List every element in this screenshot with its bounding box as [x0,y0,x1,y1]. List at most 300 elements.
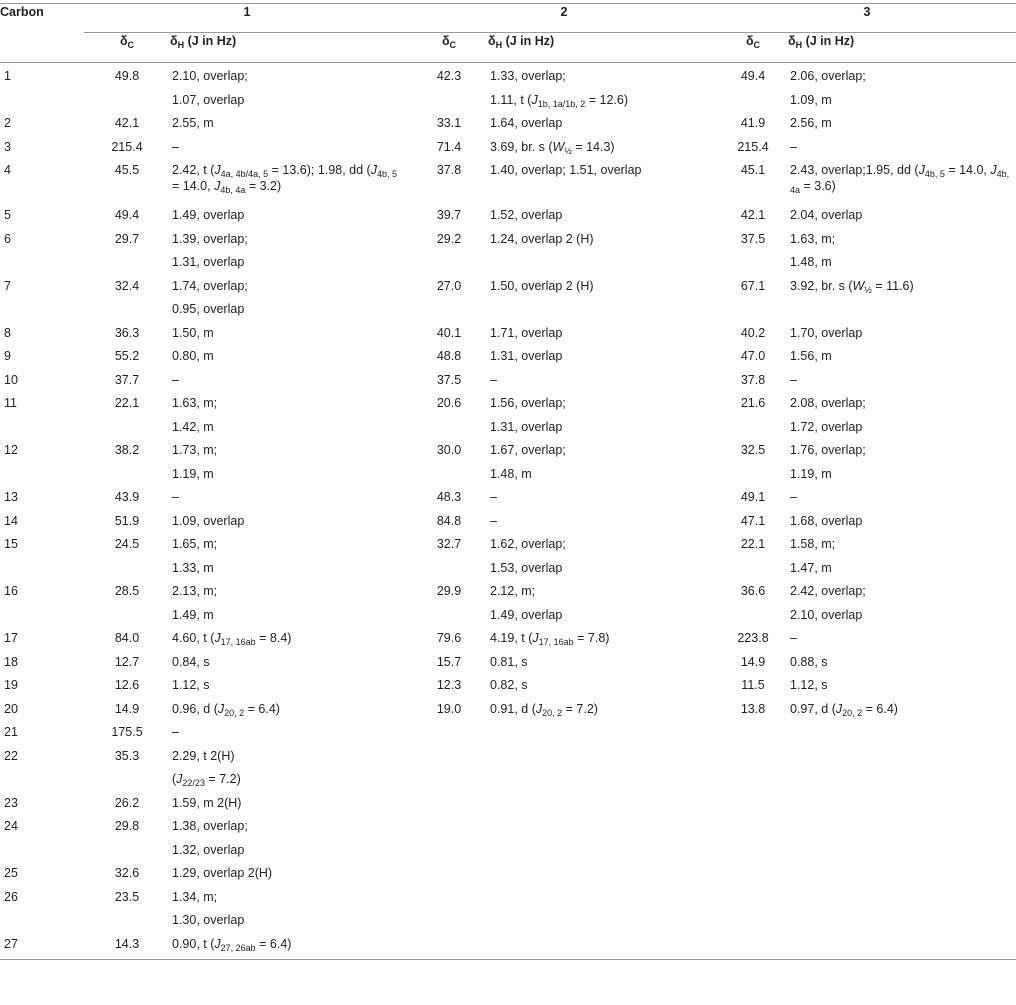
table-row [0,254,1016,278]
delta-c-cell [410,724,488,748]
delta-c-cell [718,607,788,631]
delta-c-cell [718,301,788,325]
delta-c-cell: 29.8 [114,819,140,833]
delta-c-cell: 45.5 [114,163,140,177]
delta-c-cell: 84.8 [436,513,462,528]
delta-c-cell: 37.8 [436,163,462,177]
table-row [0,68,1016,92]
table-row [0,278,1016,302]
carbon-number-cell: 1 [4,69,11,83]
delta-h-cell: 1.11, t $(J_{1b, 1a/1b, 2} = 12.6)$ [490,92,629,109]
carbon-column-header: Carbon [0,5,44,19]
delta-h-cell [788,724,1016,748]
delta-h-cell: 2.04, overlap [790,208,863,222]
delta-h-cell [788,889,1016,913]
delta-h-cell: 1.31, overlap [172,255,245,269]
delta-c-cell: 49.4 [114,208,140,222]
carbon-number-cell: 9 [4,349,11,363]
delta-c-cell: 22.1 [114,396,140,410]
delta-c-cell: 45.1 [740,163,766,177]
delta-c-cell: 43.9 [114,490,140,504]
carbon-number-cell: 19 [4,678,18,692]
delta-h-cell: 1.48, m [490,466,532,481]
delta-h-cell [788,865,1016,889]
delta-c-cell: 36.3 [114,325,140,340]
delta-c-cell: 41.9 [740,116,766,130]
delta-c-cell [410,301,488,325]
table-row [0,630,1016,654]
delta-c-cell: 21.6 [740,396,766,410]
delta-c-cell: 223.8 [737,631,769,645]
delta-h-cell [488,912,718,936]
delta-h-cell [488,865,718,889]
table-row [0,724,1016,748]
table-row [0,795,1016,819]
carbon-number-cell: 7 [4,278,11,293]
table-row [0,818,1016,842]
delta-c-cell [718,92,788,116]
delta-h-cell: 1.07, overlap [172,92,245,107]
carbon-number-cell: 20 [4,701,18,716]
delta-h-cell: – [172,490,179,504]
delta-c-cell: 47.0 [740,349,766,363]
delta-c-cell: 49.4 [740,69,766,83]
delta-c-cell: 30.0 [436,443,462,457]
delta-c-cell: 12.6 [114,678,140,692]
delta-h-cell: 1.68, overlap [790,513,863,528]
delta-c-cell [410,889,488,913]
delta-h-cell [788,912,1016,936]
delta-c-cell [84,419,170,443]
delta-c-cell: 215.4 [111,139,143,154]
delta-h-cell: 1.58, m; [790,537,836,551]
carbon-number-cell: 5 [4,208,11,222]
table-row [0,583,1016,607]
delta-h-cell: 2.08, overlap; [790,396,866,410]
delta-c-cell: 32.6 [114,866,140,880]
delta-c-cell [410,818,488,842]
delta-c-cell [410,466,488,490]
delta-c-cell: 15.7 [436,654,462,669]
delta-c-cell: 14.3 [114,936,140,951]
delta-h-cell: 1.42, m [172,419,214,434]
delta-h-cell: 1.29, overlap 2(H) [172,866,273,880]
delta-h-cell: 0.90, t $(J_{27, 26ab} = 6.4)$ [172,936,292,953]
table-row [0,489,1016,513]
delta-c-cell: 42.1 [114,116,140,130]
delta-h-cell: 1.39, overlap; [172,231,248,246]
delta-h-cell [488,771,718,795]
delta-h-cell: 2.56, m [790,116,832,130]
delta-h-cell [488,795,718,819]
table-row [0,865,1016,889]
delta-h-cell: 2.42, t $(J_{4a, 4b/4a, 5} = 13.6)$; 1.98, dd ($J_{4b, 5} = 14.0$, $J_{4b, 4a} = 3.2$) [172,163,397,195]
delta-c-cell [718,912,788,936]
carbon-number-cell: 13 [4,490,18,504]
carbon-number-cell: 23 [4,795,18,810]
carbon-number-cell: 22 [4,748,18,763]
delta-h-cell: 2.13, m; [172,584,218,598]
delta-c-header-1: $\delta_C$ [84,33,170,63]
delta-h-cell: – [490,513,497,528]
carbon-number-cell: 2 [4,116,11,130]
delta-c-cell: 29.2 [436,231,462,246]
delta-h-cell [788,301,1016,325]
carbon-number-cell: 3 [4,139,11,154]
delta-c-cell [718,419,788,443]
carbon-subheader-blank [0,33,84,63]
compound-1-header: 1 [84,4,410,33]
delta-c-cell [718,560,788,584]
delta-h-header-1: $\delta_H$ (J in Hz) [170,33,410,63]
delta-h-cell: 2.42, overlap; [790,584,866,598]
delta-h-cell [788,818,1016,842]
delta-c-cell: 29.7 [114,231,140,246]
table-row [0,231,1016,255]
delta-h-cell: 1.09, m [790,92,832,107]
delta-h-cell: – [790,139,797,154]
delta-h-cell [488,936,718,960]
carbon-number-cell: 17 [4,631,18,645]
carbon-number-cell: 10 [4,372,18,387]
delta-c-cell: 13.8 [740,701,766,716]
delta-h-cell: 1.33, m [172,560,214,575]
delta-h-cell: 1.63, m; [790,231,836,246]
delta-h-cell: 1.67, overlap; [490,443,566,457]
carbon-number-cell: 21 [4,725,18,739]
carbon-number-cell [0,419,84,443]
compound-3-header: 3 [718,4,1016,33]
delta-h-cell: 1.50, overlap 2 (H) [490,278,594,293]
carbon-number-cell [0,254,84,278]
delta-c-cell: 38.2 [114,443,140,457]
carbon-number-cell: 16 [4,584,18,598]
delta-c-cell [84,254,170,278]
delta-c-cell: 12.7 [114,654,140,669]
delta-h-cell: 4.19, t $(J_{17, 16ab} = 7.8)$ [490,631,610,647]
delta-c-cell: 71.4 [436,139,462,154]
delta-c-cell: 51.9 [114,513,140,528]
delta-c-cell: 14.9 [114,701,140,716]
table-row [0,442,1016,466]
delta-c-cell [718,818,788,842]
table-row [0,748,1016,772]
carbon-number-cell: 26 [4,889,18,904]
delta-h-cell: 4.60, t $(J_{17, 16ab} = 8.4)$ [172,631,292,647]
delta-c-cell: 36.6 [740,584,766,598]
delta-h-cell: 1.19, m [790,466,832,481]
delta-c-cell: 22.1 [740,537,766,551]
delta-c-cell [410,560,488,584]
delta-h-cell: 1.47, m [790,560,832,575]
table-row [0,607,1016,631]
table-row [0,395,1016,419]
carbon-number-cell: 6 [4,231,11,246]
delta-h-cell: 1.31, overlap [490,349,563,363]
delta-c-cell [718,842,788,866]
table-row [0,889,1016,913]
delta-h-cell: 1.65, m; [172,537,218,551]
carbon-number-cell: 25 [4,866,18,880]
delta-c-cell: 49.8 [114,69,140,83]
delta-c-cell: 40.2 [740,325,766,340]
delta-c-cell [84,560,170,584]
delta-c-cell [718,936,788,960]
delta-h-cell: 1.62, overlap; [490,537,566,551]
delta-c-cell: 14.9 [740,654,766,669]
delta-h-cell: 0.97, d $(J_{20, 2} = 6.4)$ [790,701,898,718]
table-row [0,325,1016,349]
delta-c-cell [410,842,488,866]
delta-h-cell [488,254,718,278]
delta-c-cell [410,936,488,960]
delta-h-cell: – [790,372,797,387]
table-row [0,139,1016,163]
delta-c-cell: 55.2 [114,349,140,363]
delta-c-cell: 47.1 [740,513,766,528]
delta-h-cell: 1.76, overlap; [790,443,866,457]
table-row [0,560,1016,584]
delta-c-cell [84,842,170,866]
delta-c-cell: 48.8 [436,349,462,363]
delta-h-cell: 1.72, overlap [790,419,863,434]
delta-h-cell: 2.10, overlap; [172,69,248,83]
table-row [0,912,1016,936]
carbon-number-cell: 8 [4,325,11,340]
delta-h-cell: 1.56, m [790,349,832,363]
delta-h-header-3: $\delta_H$ (J in Hz) [788,33,1016,63]
delta-h-cell: 1.49, overlap [172,208,245,222]
carbon-number-cell: 27 [4,936,18,951]
delta-c-cell: 26.2 [114,795,140,810]
table-row [0,701,1016,725]
delta-h-cell [488,301,718,325]
delta-c-cell: 42.1 [740,208,766,222]
delta-c-cell: 39.7 [436,208,462,222]
delta-c-cell [410,748,488,772]
delta-h-cell: – [490,490,497,504]
carbon-number-cell [0,92,84,116]
table-row [0,842,1016,866]
table-row [0,372,1016,396]
delta-c-cell [84,607,170,631]
delta-c-cell [410,419,488,443]
delta-c-cell [84,912,170,936]
delta-c-cell: 37.5 [740,231,766,246]
delta-c-cell [718,771,788,795]
delta-c-cell: 32.7 [436,537,462,551]
delta-h-cell: 3.92, br. s $(W_{\frac{1}{2}} = 11.6)$ [790,278,914,295]
delta-h-cell: 2.06, overlap; [790,69,866,83]
delta-h-cell: 1.38, overlap; [172,819,248,833]
delta-h-cell: 1.40, overlap; 1.51, overlap [490,163,642,177]
delta-c-cell: 35.3 [114,748,140,763]
delta-h-cell: 1.19, m [172,466,214,481]
delta-h-cell: 1.63, m; [172,396,218,410]
carbon-number-cell [0,912,84,936]
delta-h-cell [488,748,718,772]
table-row [0,677,1016,701]
delta-h-cell: 1.49, m [172,607,214,622]
delta-c-cell [718,466,788,490]
delta-h-cell: 1.49, overlap [490,607,563,622]
delta-c-cell: 37.8 [740,372,766,387]
delta-c-cell [410,92,488,116]
carbon-number-cell: 24 [4,819,18,833]
delta-h-cell: 0.82, s [490,678,528,692]
delta-c-cell [410,771,488,795]
delta-c-cell: 23.5 [114,889,140,904]
delta-h-cell: – [172,725,179,739]
delta-c-cell [718,865,788,889]
delta-c-cell: 24.5 [114,537,140,551]
delta-h-cell: 1.12, s [790,678,828,692]
delta-h-cell: 0.81, s [490,654,528,669]
delta-h-cell: 2.12, m; [490,584,536,598]
carbon-number-cell [0,607,84,631]
delta-c-cell: 40.1 [436,325,462,340]
delta-c-cell: 84.0 [114,631,140,645]
carbon-number-cell [0,560,84,584]
delta-c-cell: 79.6 [436,631,462,645]
carbon-number-cell [0,301,84,325]
delta-c-cell [84,771,170,795]
delta-h-cell: 1.74, overlap; [172,278,248,293]
carbon-number-cell: 11 [4,396,17,410]
delta-h-cell: 1.24, overlap 2 (H) [490,231,594,246]
delta-h-cell [788,842,1016,866]
compound-2-header: 2 [410,4,718,33]
table-row [0,513,1016,537]
table-row [0,115,1016,139]
delta-h-cell: 1.73, m; [172,443,218,457]
delta-h-cell: 3.69, br. s $(W_{\frac{1}{2}} = 14.3)$ [490,139,615,156]
delta-h-cell: 1.59, m 2(H) [172,795,242,810]
delta-h-cell: 1.50, m [172,325,214,340]
table-row [0,536,1016,560]
delta-h-cell: 0.84, s [172,654,210,669]
delta-h-cell: $(J_{22/23} = 7.2)$ [172,772,241,788]
delta-h-cell: 1.56, overlap; [490,396,566,410]
delta-h-header-2: $\delta_H$ (J in Hz) [488,33,718,63]
delta-h-cell: 0.96, d $(J_{20, 2} = 6.4)$ [172,701,280,718]
delta-c-cell: 11.5 [741,678,765,692]
delta-h-cell: 2.29, t 2(H) [172,748,235,763]
carbon-number-cell: 15 [4,537,18,551]
delta-c-cell [84,92,170,116]
delta-h-cell: 2.10, overlap [790,607,863,622]
delta-c-cell [410,254,488,278]
delta-h-cell [488,724,718,748]
delta-c-cell: 37.5 [436,372,462,387]
delta-h-cell [488,818,718,842]
delta-c-cell: 215.4 [737,139,769,154]
carbon-number-cell: 12 [4,443,18,457]
table-row [0,162,1016,207]
delta-c-cell: 27.0 [436,278,462,293]
delta-c-cell [718,724,788,748]
delta-h-cell: 0.95, overlap [172,302,245,316]
delta-c-cell [84,301,170,325]
delta-h-cell: 1.31, overlap [490,419,563,434]
delta-c-cell: 32.4 [114,278,140,293]
carbon-number-cell: 14 [4,513,18,528]
delta-c-cell: 42.3 [436,69,462,83]
delta-c-cell [718,254,788,278]
delta-h-cell: 0.88, s [790,654,828,669]
delta-c-cell: 32.5 [740,443,766,457]
delta-h-cell: 1.70, overlap [790,325,863,340]
delta-h-cell [788,771,1016,795]
delta-c-cell: 29.9 [436,584,462,598]
table-row [0,466,1016,490]
carbon-number-cell [0,466,84,490]
nmr-data-table [0,3,1016,960]
delta-c-cell [410,607,488,631]
delta-h-cell: – [172,372,179,387]
delta-c-cell: 12.3 [436,678,462,692]
delta-h-cell: 0.91, d $(J_{20, 2} = 7.2)$ [490,701,598,718]
carbon-number-cell: 18 [4,654,18,669]
delta-h-cell: 1.52, overlap [490,208,563,222]
delta-h-cell: 1.32, overlap [172,842,245,857]
delta-c-cell: 49.1 [740,490,766,504]
delta-h-cell: 1.33, overlap; [490,69,566,83]
carbon-number-cell [0,842,84,866]
delta-h-cell: – [790,631,797,645]
table-body [0,68,1016,959]
delta-h-cell: 1.48, m [790,255,832,269]
delta-h-cell [788,936,1016,960]
delta-h-cell: 0.80, m [172,349,214,363]
table-row [0,207,1016,231]
delta-c-header-3: $\delta_C$ [718,33,788,63]
delta-h-cell: 2.43, overlap;1.95, dd ($J_{4b, 5} = 14.0$, $J_{4b, 4a} = 3.6$) [790,163,1010,195]
table-row [0,654,1016,678]
delta-c-cell [410,865,488,889]
delta-c-cell [718,748,788,772]
table-row [0,936,1016,960]
delta-h-cell: – [172,139,179,154]
delta-c-cell: 67.1 [740,278,766,293]
table-row [0,419,1016,443]
delta-c-cell [84,466,170,490]
delta-h-cell: – [790,490,797,504]
delta-h-cell: 1.30, overlap [172,913,245,927]
delta-c-cell: 48.3 [436,490,462,504]
delta-h-cell [488,889,718,913]
delta-c-cell: 37.7 [114,372,140,387]
delta-c-cell: 20.6 [436,396,462,410]
delta-c-cell [410,795,488,819]
delta-h-cell: 1.64, overlap [490,116,563,130]
delta-h-cell: 1.12, s [172,678,210,692]
delta-h-cell [788,795,1016,819]
table-row [0,301,1016,325]
delta-c-cell [718,889,788,913]
delta-h-cell: 1.09, overlap [172,513,245,528]
delta-h-cell: – [490,372,497,387]
table-row [0,771,1016,795]
delta-h-cell [788,748,1016,772]
delta-h-cell: 2.55, m [172,116,214,130]
delta-c-cell: 19.0 [436,701,462,716]
delta-c-cell: 33.1 [436,116,462,130]
delta-c-cell [410,912,488,936]
table-row [0,92,1016,116]
delta-c-header-2: $\delta_C$ [410,33,488,63]
delta-c-cell: 28.5 [114,584,140,598]
